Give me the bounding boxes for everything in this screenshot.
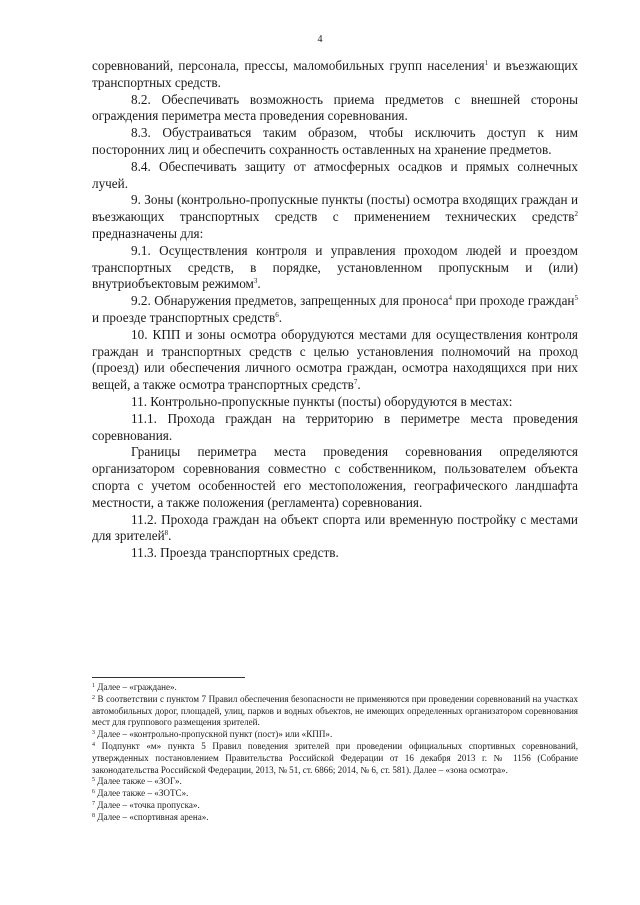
text-run: 11.2. Прохода граждан на объект спорта или временную постройку с местами для зрителей [92,511,578,544]
footnote-text: Далее – «граждане». [95,682,177,692]
footnote-mark: 6 [92,789,95,796]
boundaries-paragraph: Границы периметра места проведения соревнования определяются организатором соревнования совместно с собственником, пользователем объекта спорта с учетом особенностей его местоположения, географического ландшафта местности, а также положения (регламента) соревнования. [92,444,578,510]
clause-11-1: 11.1. Прохода граждан на территорию в периметре места проведения соревнования. [92,410,578,443]
clause-9-2 [92,293,578,327]
document-body [92,58,578,562]
text-run: . [168,528,172,544]
text-run: соревнований, персонала, прессы, маломобильных групп населения [92,58,485,73]
footnote [92,682,578,694]
footnote-text: Далее также – «ЗОГ». [95,776,182,787]
footnote-ref: 1 [484,59,489,67]
clause-8-4: 8.4. Обеспечивать защиту от атмосферных осадков и прямых солнечных лучей. [92,158,578,191]
clause-9 [92,192,578,242]
footnote-text: Далее – «точка пропуска». [95,799,200,810]
footnote [92,741,578,776]
clause-11-2 [92,512,578,546]
footnote-ref: 2 [574,210,578,219]
footnote [92,788,578,800]
paragraph-continuation [92,58,578,92]
footnote-mark: 3 [92,730,95,737]
footnote [92,729,578,741]
footnote-mark: 1 [92,683,95,689]
footnote-text: Подпункт «м» пункта 5 Правил поведения зрителей при проведении официальных спортивных соревнований, утвержденных постановлением Правительства Российской Федерации от 16 декабря 2013 г. № 1156 (Собрание законодательства Российской Федерации, 2013, № 51, ст. 6866; 2014, № 6, ст. 581). Далее – «зона осмотра». [92,740,578,775]
footnote-ref: 3 [253,277,258,286]
footnote-mark: 2 [92,694,95,701]
footnote-ref: 7 [353,378,358,387]
clause-10 [92,327,578,394]
footnote-text: Далее – «спортивная арена». [95,811,209,822]
text-run: 9. Зоны (контрольно-пропускные пункты (посты) осмотра входящих граждан и въезжающих транспортных средств с применением технических средств [92,192,578,225]
text-run: и въезжающих транспортных средств. [92,58,578,90]
text-run: . [257,276,261,292]
clause-11-3: 11.3. Проезда транспортных средств. [131,545,339,561]
text-run: предназначены для: [92,225,204,241]
text-run: при проходе граждан [451,293,575,309]
footnote-ref: 5 [574,294,578,303]
footnote-text: В соответствии с пунктом 7 Правил обеспечения безопасности не применяются при проведении соревнований на участках автомобильных дорог, площадей, улиц, парков и водных объектов, не имеющих определенных организатором соревнования мест для группового размещения зрителей. [92,693,578,728]
footnote-mark: 5 [92,777,95,784]
footnote-ref: 8 [164,529,169,538]
text-run: и проезде транспортных средств [92,309,276,325]
footnote-ref: 6 [275,310,279,319]
text-run: 10. КПП и зоны осмотра оборудуются местами для осуществления контроля граждан и транспортных средств с целью установления полномочий на проход (проезд) или обеспечения личного осмотра граждан, осмотра находящихся при них вещей, а также осмотра транспортных средств [92,326,578,393]
page-number: 4 [317,34,323,45]
footnote [92,800,578,812]
footnote-ref: 4 [448,294,452,303]
footnote [92,776,578,788]
footnote-mark: 8 [92,812,95,819]
footnote [92,812,578,824]
text-run: . [357,377,361,393]
text-run: . [278,309,283,325]
footnote-text: Далее также – «ЗОТС». [95,788,189,799]
clause-8-2: 8.2. Обеспечивать возможность приема предметов с внешней стороны ограждения периметра места проведения соревнования. [92,91,578,124]
footnote-mark: 4 [92,741,95,748]
footnote-separator [92,677,245,678]
footnote-text: Далее – «контрольно-пропускной пункт (пост)» или «КПП». [95,729,333,740]
footnotes [92,682,578,824]
footnote-mark: 7 [92,800,95,807]
footnote [92,694,578,729]
clause-8-3: 8.3. Обустраиваться таким образом, чтобы исключить доступ к ним посторонних лиц и обеспечить сохранность оставленных на хранение предметов. [92,125,578,157]
text-run: 9.2. Обнаружения предметов, запрещенных для проноса [131,293,449,309]
clause-9-1 [92,243,578,293]
text-run: 9.1. Осуществления контроля и управления проходом людей и проездом транспортных средств, в порядке, установленном пропускным и (или) внутриобъектовым режимом [92,242,578,292]
clause-11: 11. Контрольно-пропускные пункты (посты) оборудуются в местах: [131,393,513,409]
